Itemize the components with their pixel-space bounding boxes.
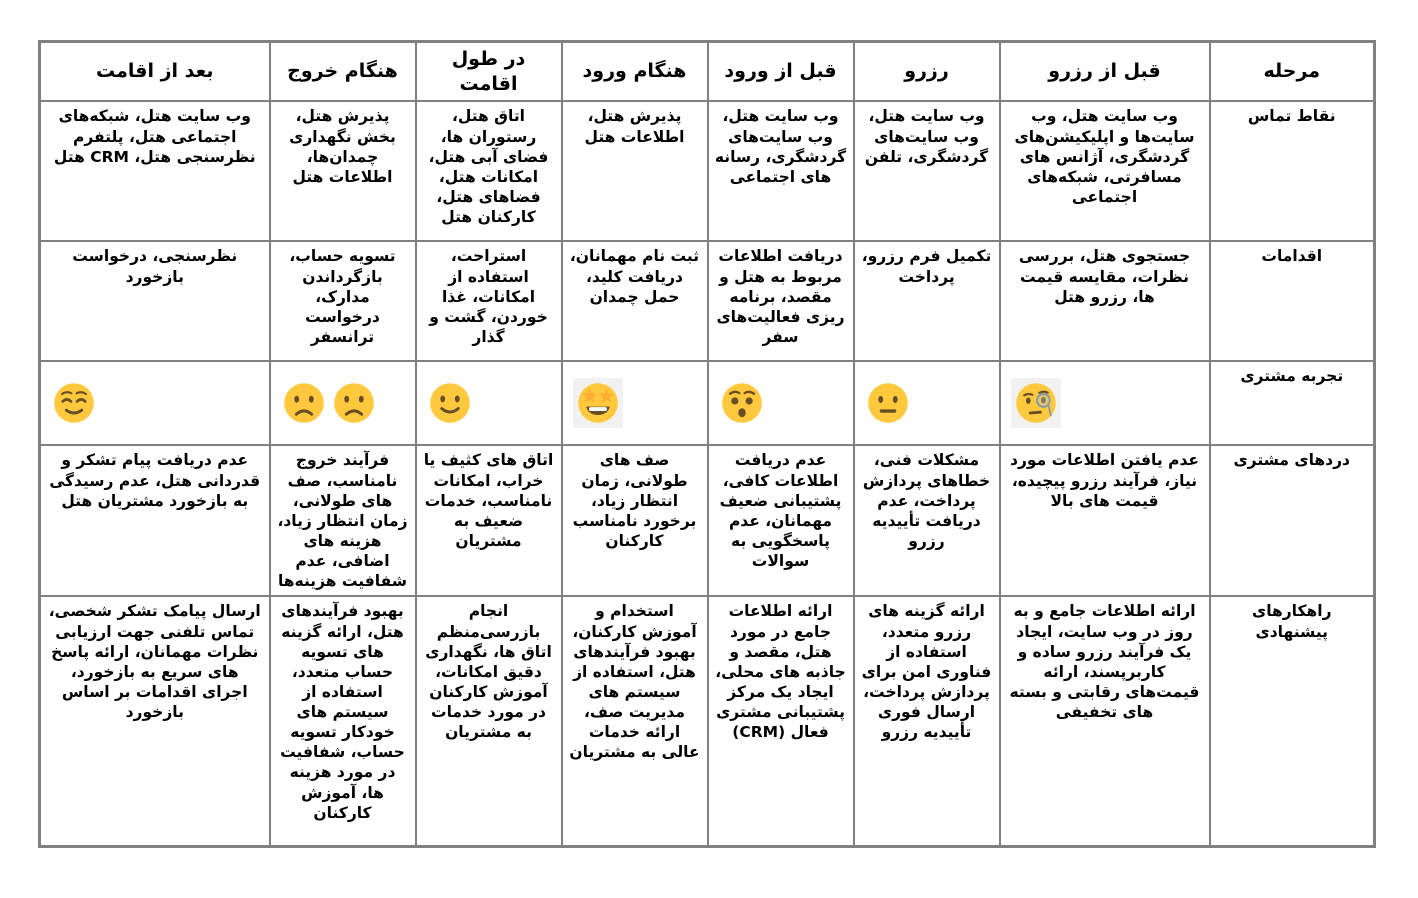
row-actions (40, 241, 1375, 361)
cell-actions-arrival: ثبت نام مهمانان، دریافت کلید، حمل چمدان (562, 241, 708, 361)
label-solutions: راهکارهای پیشنهادی (1210, 596, 1375, 846)
cell-touchpoints-during-stay: اتاق هتل، رستوران ها، فضای آبی هتل، امکانات هتل، فضاهای هتل، کارکنان هتل (416, 101, 562, 241)
frowning-face-emoji (281, 380, 327, 426)
cell-pains-during-stay: اتاق های کثیف یا خراب، امکانات نامناسب، خدمات ضعیف به مشتریان (416, 445, 562, 596)
header-arrival: هنگام ورود (562, 42, 708, 102)
cell-experience-checkout (270, 361, 416, 445)
cell-solutions-arrival: استخدام و آموزش کارکنان، بهبود فرآیندهای هتل، استفاده از سیستم های مدیریت صف، ارائه خدمات عالی به مشتریان (562, 596, 708, 846)
cell-pains-booking: مشکلات فنی، خطاهای پردازش پرداخت، عدم دریافت تأییدیه رزرو (854, 445, 1000, 596)
neutral-face-emoji (865, 380, 911, 426)
relieved-face-emoji (51, 380, 97, 426)
header-booking: رزرو (854, 42, 1000, 102)
label-actions: اقدامات (1210, 241, 1375, 361)
row-solutions (40, 596, 1375, 846)
cell-touchpoints-checkout: پذیرش هتل، بخش نگهداری چمدان‌ها، اطلاعات هتل (270, 101, 416, 241)
slightly-smiling-face-emoji (427, 380, 473, 426)
cell-experience-before-booking (1000, 361, 1210, 445)
header-before-arrival: قبل از ورود (708, 42, 854, 102)
cell-pains-before-arrival: عدم دریافت اطلاعات کافی، پشتیبانی ضعیف مهمانان، عدم پاسخگویی به سوالات (708, 445, 854, 596)
cell-solutions-checkout: بهبود فرآیندهای هتل، ارائه گزینه های تسویه حساب متعدد، استفاده از سیستم های خودکار تسویه حساب، شفافیت در مورد هزینه ها، آموزش کارکنان (270, 596, 416, 846)
header-row (40, 42, 1375, 102)
header-during-stay: در طول اقامت (416, 42, 562, 102)
header-after-stay: بعد از اقامت (40, 42, 270, 102)
frowning-face-emoji (331, 380, 377, 426)
cell-experience-before-arrival (708, 361, 854, 445)
label-touchpoints: نقاط تماس (1210, 101, 1375, 241)
cell-touchpoints-after-stay: وب سایت هتل، شبکه‌های اجتماعی هتل، پلتفرم نظرسنجی هتل، CRM هتل (40, 101, 270, 241)
header-before-booking: قبل از رزرو (1000, 42, 1210, 102)
cell-actions-checkout: تسویه حساب، بازگرداندن مدارک، درخواست ترانسفر (270, 241, 416, 361)
cell-actions-before-arrival: دریافت اطلاعات مربوط به هتل و مقصد، برنامه ریزی فعالیت‌های سفر (708, 241, 854, 361)
cell-pains-after-stay: عدم دریافت پیام تشکر و قدردانی هتل، عدم رسیدگی به بازخورد مشتریان هتل (40, 445, 270, 596)
cell-touchpoints-booking: وب سایت هتل، وب سایت‌های گردشگری، تلفن (854, 101, 1000, 241)
cell-solutions-during-stay: انجام بازرسی‌منظم اتاق ها، نگهداری دقیق امکانات، آموزش کارکنان در مورد خدمات به مشتریان (416, 596, 562, 846)
cell-actions-after-stay: نظرسنجی، درخواست بازخورد (40, 241, 270, 361)
cell-experience-arrival (562, 361, 708, 445)
cell-actions-booking: تکمیل فرم رزرو، پرداخت (854, 241, 1000, 361)
label-experience: تجربه مشتری (1210, 361, 1375, 445)
star-struck-emoji (573, 378, 623, 428)
cell-experience-after-stay (40, 361, 270, 445)
label-pains: دردهای مشتری (1210, 445, 1375, 596)
cell-solutions-before-arrival: ارائه اطلاعات جامع در مورد هتل، مقصد و جاذبه های محلی، ایجاد یک مرکز پشتیبانی مشتری فعال (CRM) (708, 596, 854, 846)
header-stage: مرحله (1210, 42, 1375, 102)
journey-map-table (38, 40, 1376, 848)
row-experience (40, 361, 1375, 445)
cell-experience-booking (854, 361, 1000, 445)
page (0, 40, 1418, 898)
row-touchpoints (40, 101, 1375, 241)
cell-pains-arrival: صف های طولانی، زمان انتظار زیاد، برخورد نامناسب کارکنان (562, 445, 708, 596)
cell-solutions-booking: ارائه گزینه های رزرو متعدد، استفاده از فناوری امن برای پردازش پرداخت، ارسال فوری تأییدیه رزرو (854, 596, 1000, 846)
row-pains (40, 445, 1375, 596)
cell-pains-checkout: فرآیند خروج نامناسب، صف های طولانی، زمان انتظار زیاد، هزینه های اضافی، عدم شفافیت هزینه‌ها (270, 445, 416, 596)
cell-experience-during-stay (416, 361, 562, 445)
hushed-face-emoji (719, 380, 765, 426)
header-checkout: هنگام خروج (270, 42, 416, 102)
cell-touchpoints-before-booking: وب سایت هتل، وب سایت‌ها و اپلیکیشن‌های گردشگری، آژانس های مسافرتی، شبکه‌های اجتماعی (1000, 101, 1210, 241)
cell-touchpoints-arrival: پذیرش هتل، اطلاعات هتل (562, 101, 708, 241)
face-with-monocle-emoji (1011, 378, 1061, 428)
cell-actions-before-booking: جستجوی هتل، بررسی نظرات، مقایسه قیمت ها، رزرو هتل (1000, 241, 1210, 361)
cell-solutions-before-booking: ارائه اطلاعات جامع و به روز در وب سایت، ایجاد یک فرآیند رزرو ساده و کاربرپسند، ارائه قیمت‌های رقابتی و بسته های تخفیفی (1000, 596, 1210, 846)
cell-pains-before-booking: عدم یافتن اطلاعات مورد نیاز، فرآیند رزرو پیچیده، قیمت های بالا (1000, 445, 1210, 596)
cell-actions-during-stay: استراحت، استفاده از امکانات، غذا خوردن، گشت و گذار (416, 241, 562, 361)
cell-touchpoints-before-arrival: وب سایت هتل، وب سایت‌های گردشگری، رسانه های اجتماعی (708, 101, 854, 241)
cell-solutions-after-stay: ارسال پیامک تشکر شخصی، تماس تلفنی جهت ارزیابی نظرات مهمانان، ارائه پاسخ های سریع به بازخورد، اجرای اقدامات بر اساس بازخورد (40, 596, 270, 846)
